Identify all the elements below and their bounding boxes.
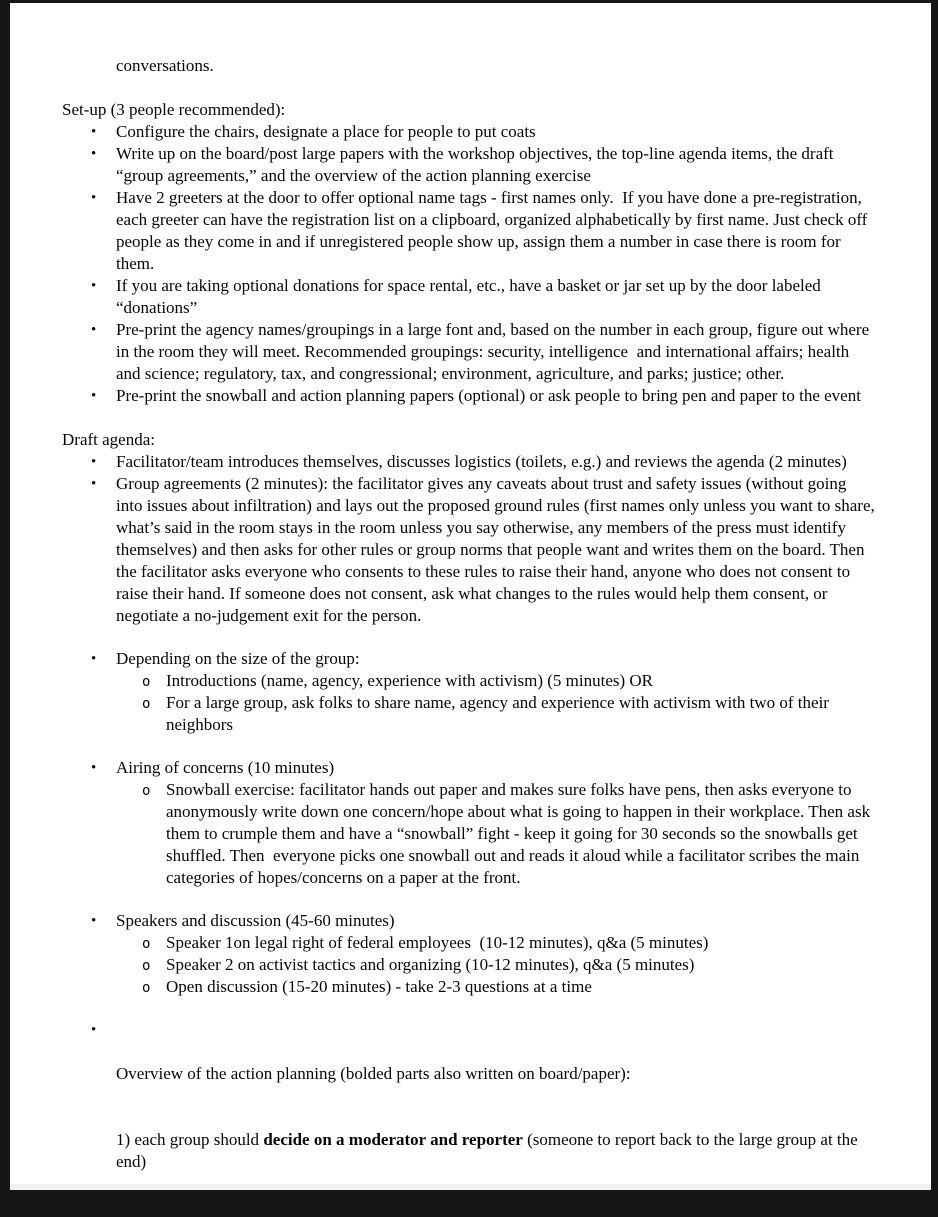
bullet-icon: • [91, 913, 97, 929]
sub-list-item-text: Speaker 2 on activist tactics and organizing (10-12 minutes), q&a (5 minutes) [166, 955, 695, 974]
bullet-icon: • [91, 651, 97, 667]
bullet-icon: • [91, 476, 97, 492]
list-item [62, 473, 877, 627]
list-item [62, 451, 877, 473]
sub-bullet-icon: o [142, 783, 151, 799]
list-item-text: Pre-print the agency names/groupings in a large font and, based on the number in each group, figure out where in the room they will meet. Recommended groupings: security, intelligence and international affairs; health and science; regulatory, tax, and congressional; environment, agriculture, and parks; justice; other. [116, 320, 874, 383]
list-item-text: Have 2 greeters at the door to offer optional name tags - first names only. If you have done a pre-registration, each greeter can have the registration list on a clipboard, organized alphabetically by first name. Just check off people as they come in and if unregistered people show up, assign them a number in case there is room for them. [116, 188, 872, 273]
sub-list-item [62, 976, 877, 998]
sub-list-item [62, 954, 877, 976]
bullet-icon: • [91, 278, 97, 294]
list-item-text: Depending on the size of the group: [116, 649, 360, 668]
list-item-text: Write up on the board/post large papers with the workshop objectives, the top-line agenda items, the draft “group agreements,” and the overview of the action planning exercise [116, 144, 838, 185]
paragraph-continuation: conversations. [116, 56, 214, 75]
section-heading-setup: Set-up (3 people recommended): [62, 100, 286, 119]
list-item [62, 143, 877, 187]
document-content [10, 3, 931, 1217]
list-item [62, 910, 877, 932]
plain-text: (someone to report back to the large group at the end) [116, 1130, 862, 1171]
sub-list-item [62, 670, 877, 692]
list-item [62, 121, 877, 143]
list-item-body [116, 1019, 877, 1217]
list-item [62, 757, 877, 779]
list-item [62, 275, 877, 319]
sub-list-item-text: Open discussion (15-20 minutes) - take 2-3 questions at a time [166, 977, 592, 996]
sub-list-item-text: Speaker 1on legal right of federal employees (10-12 minutes), q&a (5 minutes) [166, 933, 709, 952]
list-item [62, 648, 877, 670]
bold-text: decide on a moderator and reporter [263, 1130, 523, 1149]
bullet-icon: • [91, 760, 97, 776]
list-item-text: Configure the chairs, designate a place for people to put coats [116, 122, 536, 141]
setup-section [62, 99, 877, 407]
sub-list-item [62, 692, 877, 736]
sub-bullet-icon: o [142, 980, 151, 996]
sub-bullet-icon: o [142, 696, 151, 712]
sub-list-item-text: Snowball exercise: facilitator hands out paper and makes sure folks have pens, then asks everyone to anonymously write down one concern/hope about what is going to happen in their workplace. Then ask them to crumple them and have a “snowball” fight - keep it going for 30 seconds so the snowballs get shuffled. Then everyone picks one snowball out and reads it aloud while a facilitator scribes the main categories of hopes/concerns on a paper at the front. [166, 780, 875, 887]
list-item-text: If you are taking optional donations for space rental, etc., have a basket or jar set up by the door labeled “donations” [116, 276, 826, 317]
plain-text: 1) each group should [116, 1130, 264, 1149]
bullet-icon: • [91, 146, 97, 162]
bullet-icon: • [91, 190, 97, 206]
list-item [62, 319, 877, 385]
list-item-text: Group agreements (2 minutes): the facilitator gives any caveats about trust and safety issues (without going into issues about infiltration) and lays out the proposed ground rules (first names only unless you want to share, what’s said in the room stays in the room unless you say otherwise, any members of the press must identify themselves) and then asks for other rules or group norms that people want and writes them on the board. Then the facilitator asks everyone who consents to these rules to raise their hand, anyone who does not consent to raise their hand. If someone does not consent, ask what changes to the rules would help them consent, or negotiate a no-judgement exit for the person. [116, 474, 879, 625]
list-item-text: Airing of concerns (10 minutes) [116, 758, 335, 777]
sub-bullet-icon: o [142, 674, 151, 690]
bullet-icon: • [91, 1022, 97, 1038]
sub-list-item [62, 779, 877, 889]
document-page [10, 3, 931, 1190]
sub-bullet-icon: o [142, 936, 151, 952]
list-item-text: Pre-print the snowball and action planning papers (optional) or ask people to bring pen and paper to the event [116, 386, 861, 405]
bullet-icon: • [91, 454, 97, 470]
section-heading-agenda: Draft agenda: [62, 430, 155, 449]
list-item-text [116, 1129, 877, 1173]
sub-list-item-text: Introductions (name, agency, experience with activism) (5 minutes) OR [166, 671, 654, 690]
agenda-section [62, 429, 877, 1217]
list-item [62, 1019, 877, 1217]
sub-list-item-text: For a large group, ask folks to share name, agency and experience with activism with two of their neighbors [166, 693, 834, 734]
list-item-text: Speakers and discussion (45-60 minutes) [116, 911, 395, 930]
sub-list-item [62, 932, 877, 954]
list-item [62, 187, 877, 275]
sub-bullet-icon: o [142, 958, 151, 974]
list-item-text: Facilitator/team introduces themselves, discusses logistics (toilets, e.g.) and reviews the agenda (2 minutes) [116, 452, 847, 471]
list-item-text: Overview of the action planning (bolded parts also written on board/paper): [116, 1064, 631, 1083]
bullet-icon: • [91, 124, 97, 140]
bullet-icon: • [91, 388, 97, 404]
list-item [62, 385, 877, 407]
bullet-icon: • [91, 322, 97, 338]
